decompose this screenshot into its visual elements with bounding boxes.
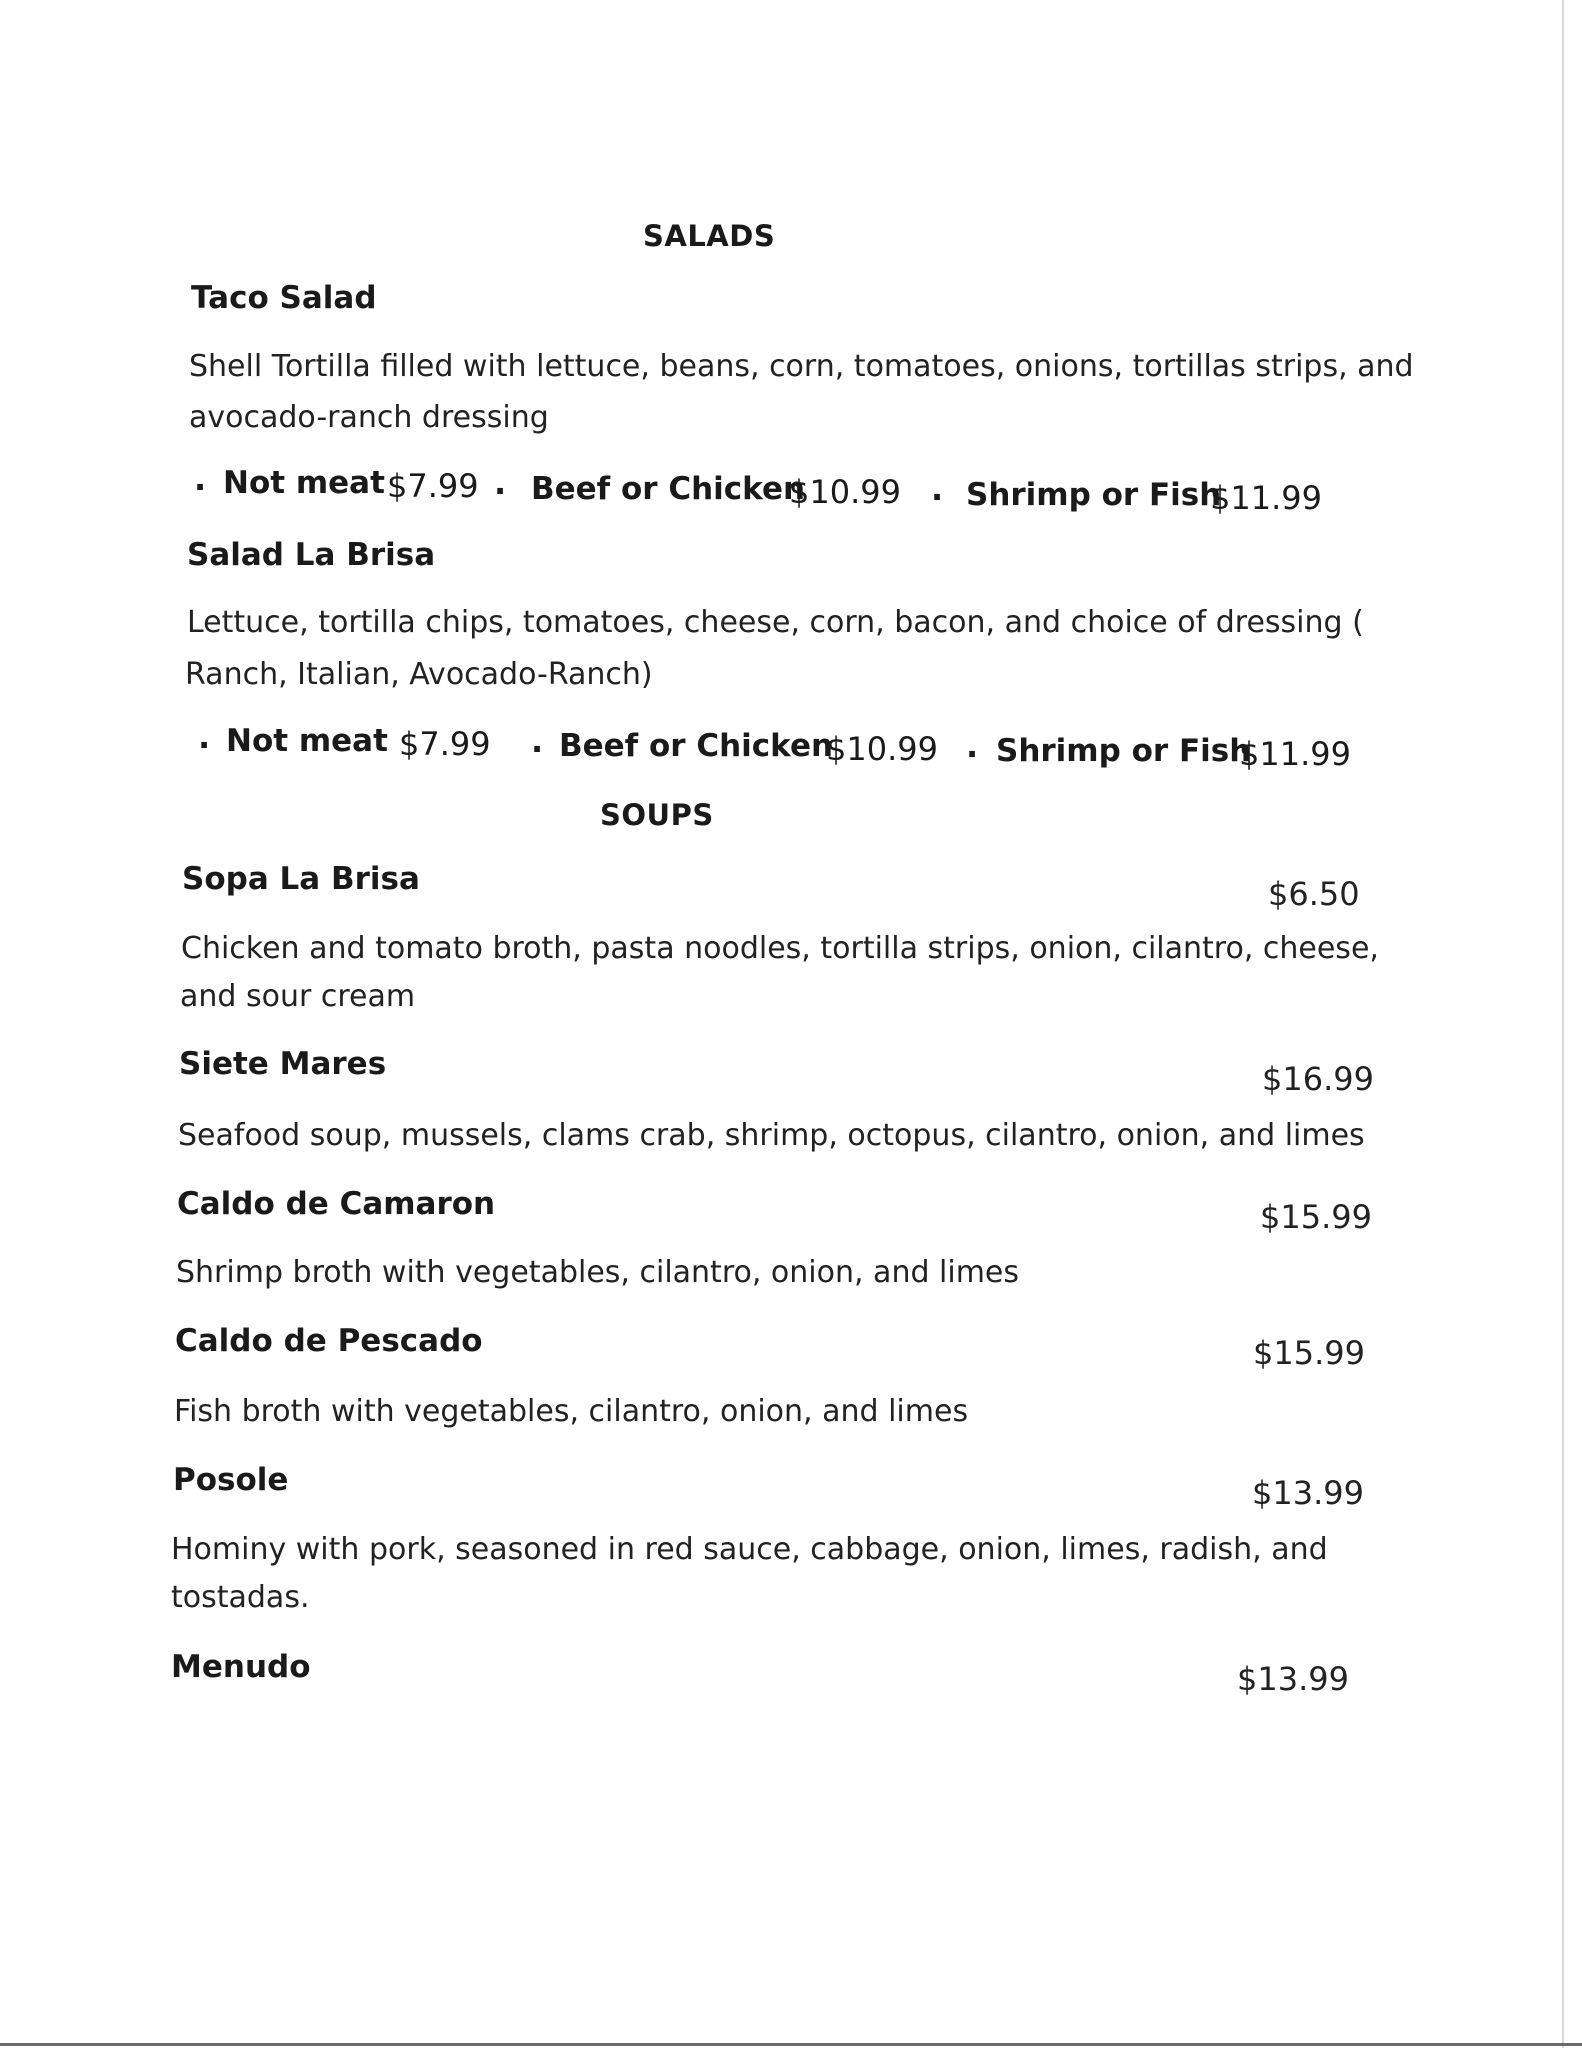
taco-salad-desc-line1: Shell Tortilla filled with lettuce, beans, corn, tomatoes, onions, tortillas strips, and bbox=[189, 349, 1414, 384]
salads-heading: SALADS bbox=[643, 219, 776, 253]
soups-heading: SOUPS bbox=[600, 798, 714, 832]
taco-salad-option-label: Shrimp or Fish bbox=[966, 477, 1222, 513]
scan-edge-right bbox=[1562, 0, 1564, 2048]
taco-salad-option-label: Beef or Chicken bbox=[531, 471, 806, 507]
salad-la-brisa-option-label: Beef or Chicken bbox=[559, 728, 834, 764]
salad-la-brisa-name: Salad La Brisa bbox=[187, 537, 436, 573]
menudo-price: $13.99 bbox=[1237, 1660, 1349, 1698]
sopa-la-brisa-price: $6.50 bbox=[1268, 875, 1360, 913]
taco-salad-option-price: $7.99 bbox=[387, 467, 479, 505]
posole-desc-line2: tostadas. bbox=[171, 1580, 310, 1615]
siete-mares-desc: Seafood soup, mussels, clams crab, shrimp, octopus, cilantro, onion, and limes bbox=[178, 1118, 1365, 1153]
caldo-de-camaron-name: Caldo de Camaron bbox=[177, 1186, 496, 1222]
menudo-name: Menudo bbox=[171, 1649, 311, 1685]
salad-la-brisa-desc-line2: Ranch, Italian, Avocado-Ranch) bbox=[185, 657, 653, 692]
salad-la-brisa-option-price: $10.99 bbox=[826, 730, 938, 768]
caldo-de-camaron-price: $15.99 bbox=[1260, 1198, 1372, 1236]
salad-la-brisa-option-price: $7.99 bbox=[399, 725, 491, 763]
caldo-de-pescado-name: Caldo de Pescado bbox=[175, 1323, 483, 1359]
posole-desc-line1: Hominy with pork, seasoned in red sauce, cabbage, onion, limes, radish, and bbox=[171, 1532, 1328, 1567]
option-bullet: . bbox=[531, 722, 544, 760]
taco-salad-desc-line2: avocado-ranch dressing bbox=[189, 400, 549, 435]
taco-salad-option-label: Not meat bbox=[223, 465, 385, 501]
taco-salad-option-price: $10.99 bbox=[789, 473, 901, 511]
option-bullet: . bbox=[931, 470, 944, 508]
taco-salad-option-price: $11.99 bbox=[1210, 479, 1322, 517]
siete-mares-price: $16.99 bbox=[1262, 1060, 1374, 1098]
scan-edge-bottom bbox=[0, 2043, 1582, 2046]
posole-price: $13.99 bbox=[1252, 1474, 1364, 1512]
option-bullet: . bbox=[198, 718, 211, 756]
option-bullet: . bbox=[494, 464, 507, 502]
taco-salad-name: Taco Salad bbox=[191, 280, 377, 316]
option-bullet: . bbox=[194, 460, 207, 498]
salad-la-brisa-desc-line1: Lettuce, tortilla chips, tomatoes, cheese, corn, bacon, and choice of dressing ( bbox=[187, 605, 1364, 640]
salad-la-brisa-option-price: $11.99 bbox=[1239, 735, 1351, 773]
caldo-de-camaron-desc: Shrimp broth with vegetables, cilantro, onion, and limes bbox=[176, 1255, 1020, 1290]
caldo-de-pescado-desc: Fish broth with vegetables, cilantro, onion, and limes bbox=[174, 1394, 969, 1429]
posole-name: Posole bbox=[173, 1462, 289, 1498]
option-bullet: . bbox=[966, 727, 979, 765]
sopa-la-brisa-name: Sopa La Brisa bbox=[182, 861, 420, 897]
siete-mares-name: Siete Mares bbox=[179, 1046, 387, 1082]
sopa-la-brisa-desc-line1: Chicken and tomato broth, pasta noodles, tortilla strips, onion, cilantro, cheese, bbox=[181, 931, 1379, 966]
salad-la-brisa-option-label: Shrimp or Fish bbox=[996, 733, 1252, 769]
salad-la-brisa-option-label: Not meat bbox=[226, 723, 388, 759]
caldo-de-pescado-price: $15.99 bbox=[1253, 1334, 1365, 1372]
sopa-la-brisa-desc-line2: and sour cream bbox=[180, 979, 416, 1014]
